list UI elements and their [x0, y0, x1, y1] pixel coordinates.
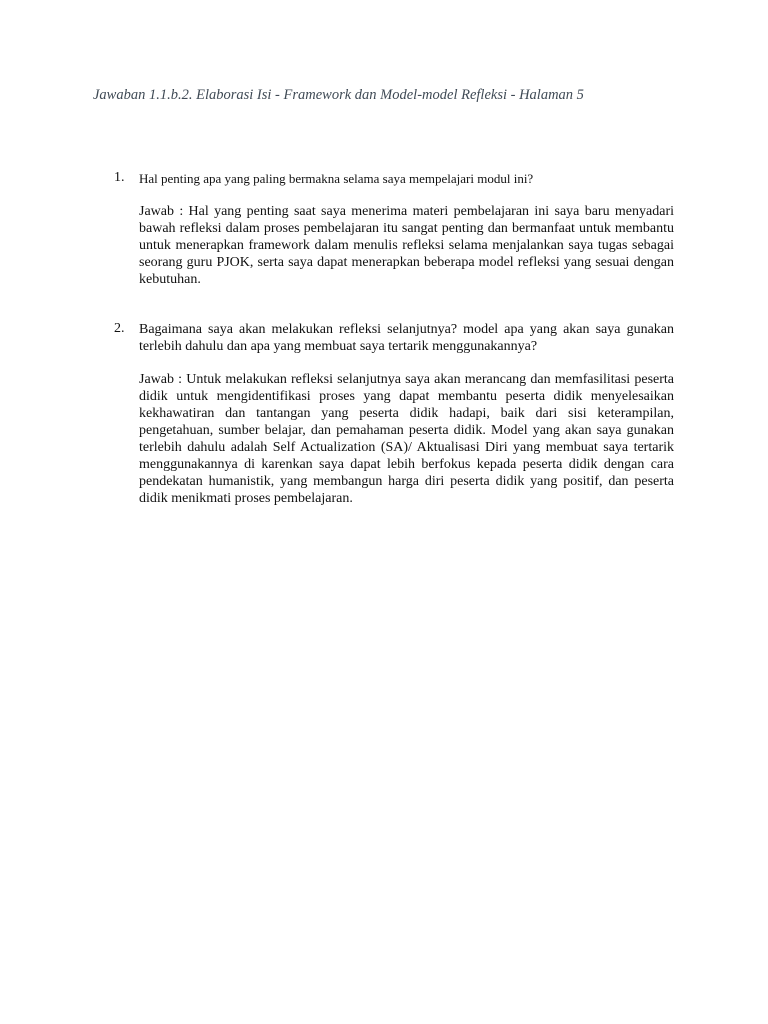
question-item-1: [114, 170, 674, 288]
document-title: Jawaban 1.1.b.2. Elaborasi Isi - Framework dan Model-model Refleksi - Halaman 5: [93, 87, 584, 103]
question-text: Bagaimana saya akan melakukan refleksi selanjutnya? model apa yang akan saya gunakan terlebih dahulu dan apa yang membuat saya tertarik menggunakannya?: [139, 322, 674, 354]
question-list: [114, 170, 674, 507]
answer-text: Jawab : Untuk melakukan refleksi selanjutnya saya akan merancang dan memfasilitasi peserta didik untuk mengidentifikasi proses yang dapat membantu peserta didik menyelesaikan kekhawatiran dan tantangan yang peserta didik hadapi, baik dari sisi keterampilan, pengetahuan, sumber belajar, dan pemahaman peserta didik. Model yang akan saya gunakan terlebih dahulu adalah Self Actualization (SA)/ Aktualisasi Diri yang membuat saya tertarik menggunakannya di karenkan saya dapat lebih berfokus kepada peserta didik dengan cara pendekatan humanistik, yang membangun harga diri peserta didik yang positif, dan peserta didik menikmati proses pembelajaran.: [139, 372, 674, 506]
question-number: 2.: [114, 321, 125, 336]
question-item-2: [114, 321, 674, 507]
question-text: Hal penting apa yang paling bermakna selama saya mempelajari modul ini?: [139, 171, 534, 186]
question-number: 1.: [114, 170, 125, 185]
answer-text: Jawab : Hal yang penting saat saya menerima materi pembelajaran ini saya baru menyadari bawah refleksi dalam proses pembelajaran itu sangat penting dan bermanfaat untuk membantu untuk menerapkan framework dalam menulis refleksi selama menjalankan saya tugas sebagai seorang guru PJOK, serta saya dapat menerapkan beberapa model refleksi yang sesuai dengan kebutuhan.: [139, 204, 674, 287]
